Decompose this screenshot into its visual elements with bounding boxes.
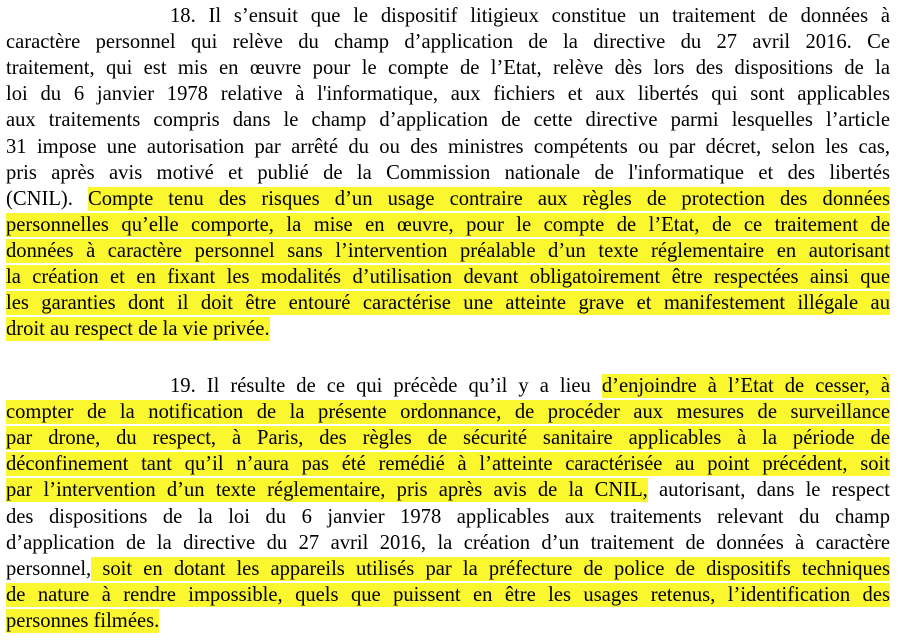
text-line (6, 3, 890, 30)
highlighted-text: d’enjoindre à l’Etat de cesser, à (601, 375, 891, 397)
text-line (6, 373, 890, 400)
highlighted-text: par l’intervention d’un texte réglementaire, pris après avis de la CNIL, (6, 479, 648, 502)
text-line (6, 186, 890, 213)
text-line (6, 504, 890, 531)
text-line (6, 477, 890, 504)
highlighted-text: soit en dotant les appareils utilisés par la préfecture de police de dispositifs techniques (91, 557, 890, 580)
text-line (6, 238, 890, 265)
text-line (6, 451, 890, 478)
text-span: 18. Il s’ensuit que le dispositif litigieux constitue un traitement de données à (170, 5, 890, 27)
text-line (6, 160, 890, 187)
text-span: 19. Il résulte de ce qui précède qu’il y a lieu (170, 375, 602, 397)
text-span: (CNIL). (6, 187, 88, 210)
highlighted-text: Compte tenu des risques d’un usage contraire aux règles de protection des données (88, 187, 890, 210)
highlighted-text: personnelles qu’elle comporte, la mise en œuvre, pour le compte de l’Etat, de ce traitement de (6, 213, 890, 236)
highlighted-text: compter de la notification de la présente ordonnance, de procéder aux mesures de surveillance (6, 401, 890, 424)
text-span: loi du 6 janvier 1978 relative à l'informatique, aux fichiers et aux libertés qui sont applicables (6, 83, 890, 106)
text-span: caractère personnel qui relève du champ d’application de la directive du 27 avril 2016. Ce (6, 31, 890, 54)
text-line (6, 399, 890, 426)
text-span: personnel, (6, 557, 92, 580)
text-line (6, 81, 890, 108)
text-line (6, 134, 890, 161)
text-line (6, 530, 890, 557)
highlighted-text: les garanties dont il doit être entouré caractérise une atteinte grave et manifestement illégale au (6, 292, 890, 315)
text-span: 31 impose une autorisation par arrêté du ou des ministres compétents ou par décret, selon les cas, (6, 135, 890, 158)
text-span: d’application de la directive du 27 avril 2016, la création d’un traitement de données à caractère (6, 531, 890, 554)
text-line (6, 556, 890, 583)
highlighted-text: déconfinement tant qu’il n’aura pas été remédié à l’atteinte caractérisée au point précédent, soit (6, 453, 890, 476)
text-line (6, 608, 890, 635)
text-line (6, 107, 890, 134)
text-span: autorisant, dans le respect (647, 479, 890, 502)
highlighted-text: droit au respect de la vie privée. (6, 318, 270, 341)
text-line (6, 55, 890, 82)
highlighted-text: par drone, du respect, à Paris, des règles de sécurité sanitaire applicables à la période de (6, 427, 890, 450)
text-span: pris après avis motivé et publié de la Commission nationale de l'informatique et des libertés (6, 161, 890, 184)
text-line (6, 212, 890, 239)
text-line (6, 264, 890, 291)
text-line (6, 316, 890, 343)
text-line (6, 290, 890, 317)
highlighted-text: de nature à rendre impossible, quels que puissent en être les usages retenus, l’identification des (6, 583, 890, 606)
text-line (6, 29, 890, 56)
text-span: traitement, qui est mis en œuvre pour le compte de l’Etat, relève dès lors des dispositions de la (6, 57, 890, 80)
text-line (6, 582, 890, 609)
text-line (6, 425, 890, 452)
highlighted-text: personnes filmées. (6, 609, 160, 632)
text-span: aux traitements compris dans le champ d’application de cette directive parmi lesquelles l’article (6, 109, 890, 132)
highlighted-text: la création et en fixant les modalités d’utilisation devant obligatoirement être respectées ainsi que (6, 266, 890, 288)
text-span: des dispositions de la loi du 6 janvier 1978 applicables aux traitements relevant du champ (6, 505, 890, 528)
highlighted-text: données à caractère personnel sans l’intervention préalable d’un texte réglementaire en autorisant (6, 239, 890, 262)
